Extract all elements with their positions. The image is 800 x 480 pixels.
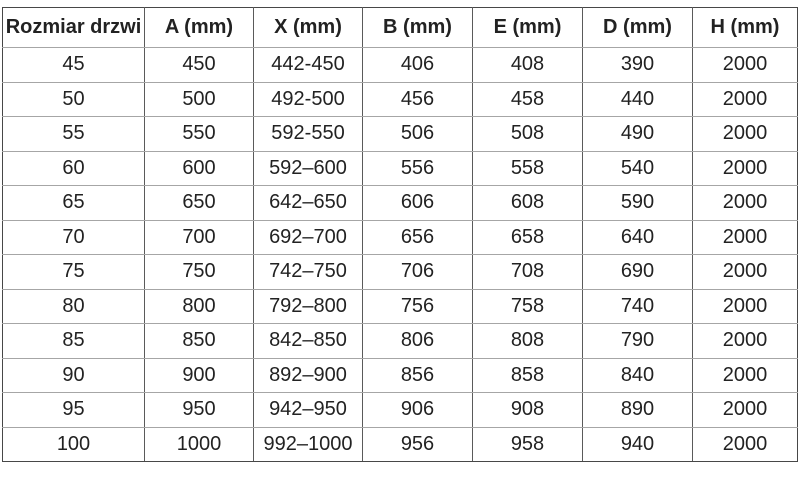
table-cell: 490 bbox=[583, 117, 693, 152]
table-cell: 75 bbox=[3, 255, 145, 290]
table-row bbox=[3, 393, 798, 428]
table-cell: 608 bbox=[473, 186, 583, 221]
column-header-b-mm: B (mm) bbox=[363, 8, 473, 48]
table-cell: 800 bbox=[145, 289, 254, 324]
table-cell: 790 bbox=[583, 324, 693, 359]
table-cell: 758 bbox=[473, 289, 583, 324]
table-cell: 856 bbox=[363, 358, 473, 393]
table-row bbox=[3, 117, 798, 152]
table-row bbox=[3, 255, 798, 290]
table-cell: 45 bbox=[3, 48, 145, 83]
table-cell: 65 bbox=[3, 186, 145, 221]
table-row bbox=[3, 358, 798, 393]
table-cell: 890 bbox=[583, 393, 693, 428]
table-cell: 550 bbox=[145, 117, 254, 152]
table-cell: 2000 bbox=[693, 255, 798, 290]
table-cell: 992–1000 bbox=[254, 427, 363, 462]
table-cell: 458 bbox=[473, 82, 583, 117]
table-cell: 70 bbox=[3, 220, 145, 255]
table-cell: 642–650 bbox=[254, 186, 363, 221]
table-row bbox=[3, 289, 798, 324]
table-cell: 592-550 bbox=[254, 117, 363, 152]
table-cell: 2000 bbox=[693, 117, 798, 152]
table-row bbox=[3, 427, 798, 462]
table-cell: 60 bbox=[3, 151, 145, 186]
table-cell: 656 bbox=[363, 220, 473, 255]
table-cell: 95 bbox=[3, 393, 145, 428]
column-header-d-mm: D (mm) bbox=[583, 8, 693, 48]
table-cell: 600 bbox=[145, 151, 254, 186]
table-cell: 408 bbox=[473, 48, 583, 83]
column-header-rozmiar-drzwi: Rozmiar drzwi bbox=[3, 8, 145, 48]
table-cell: 508 bbox=[473, 117, 583, 152]
table-row bbox=[3, 48, 798, 83]
table-cell: 606 bbox=[363, 186, 473, 221]
table-cell: 492-500 bbox=[254, 82, 363, 117]
table-cell: 442-450 bbox=[254, 48, 363, 83]
table-cell: 742–750 bbox=[254, 255, 363, 290]
table-cell: 80 bbox=[3, 289, 145, 324]
table-cell: 650 bbox=[145, 186, 254, 221]
table-cell: 842–850 bbox=[254, 324, 363, 359]
table-cell: 450 bbox=[145, 48, 254, 83]
table-cell: 806 bbox=[363, 324, 473, 359]
table-cell: 2000 bbox=[693, 220, 798, 255]
table-cell: 556 bbox=[363, 151, 473, 186]
column-header-e-mm: E (mm) bbox=[473, 8, 583, 48]
door-dimensions-table-container bbox=[2, 7, 798, 462]
table-cell: 906 bbox=[363, 393, 473, 428]
table-cell: 406 bbox=[363, 48, 473, 83]
table-cell: 440 bbox=[583, 82, 693, 117]
table-cell: 892–900 bbox=[254, 358, 363, 393]
table-cell: 558 bbox=[473, 151, 583, 186]
table-cell: 2000 bbox=[693, 186, 798, 221]
table-cell: 2000 bbox=[693, 393, 798, 428]
table-cell: 50 bbox=[3, 82, 145, 117]
table-cell: 956 bbox=[363, 427, 473, 462]
column-header-h-mm: H (mm) bbox=[693, 8, 798, 48]
table-cell: 2000 bbox=[693, 151, 798, 186]
table-cell: 958 bbox=[473, 427, 583, 462]
table-cell: 55 bbox=[3, 117, 145, 152]
column-header-x-mm: X (mm) bbox=[254, 8, 363, 48]
table-cell: 390 bbox=[583, 48, 693, 83]
table-cell: 2000 bbox=[693, 324, 798, 359]
table-cell: 942–950 bbox=[254, 393, 363, 428]
table-cell: 706 bbox=[363, 255, 473, 290]
door-dimensions-table bbox=[2, 7, 798, 462]
table-cell: 658 bbox=[473, 220, 583, 255]
table-row bbox=[3, 82, 798, 117]
table-cell: 808 bbox=[473, 324, 583, 359]
table-cell: 708 bbox=[473, 255, 583, 290]
table-cell: 690 bbox=[583, 255, 693, 290]
table-cell: 85 bbox=[3, 324, 145, 359]
table-cell: 740 bbox=[583, 289, 693, 324]
table-row bbox=[3, 220, 798, 255]
table-cell: 640 bbox=[583, 220, 693, 255]
table-cell: 858 bbox=[473, 358, 583, 393]
table-cell: 590 bbox=[583, 186, 693, 221]
table-cell: 950 bbox=[145, 393, 254, 428]
column-header-a-mm: A (mm) bbox=[145, 8, 254, 48]
table-cell: 456 bbox=[363, 82, 473, 117]
table-cell: 2000 bbox=[693, 358, 798, 393]
table-cell: 2000 bbox=[693, 48, 798, 83]
table-cell: 1000 bbox=[145, 427, 254, 462]
table-row bbox=[3, 151, 798, 186]
table-cell: 750 bbox=[145, 255, 254, 290]
table-cell: 500 bbox=[145, 82, 254, 117]
table-cell: 90 bbox=[3, 358, 145, 393]
table-cell: 692–700 bbox=[254, 220, 363, 255]
table-cell: 900 bbox=[145, 358, 254, 393]
table-cell: 506 bbox=[363, 117, 473, 152]
table-cell: 700 bbox=[145, 220, 254, 255]
table-cell: 2000 bbox=[693, 427, 798, 462]
table-cell: 540 bbox=[583, 151, 693, 186]
table-cell: 940 bbox=[583, 427, 693, 462]
table-cell: 592–600 bbox=[254, 151, 363, 186]
table-cell: 850 bbox=[145, 324, 254, 359]
table-row bbox=[3, 324, 798, 359]
table-cell: 756 bbox=[363, 289, 473, 324]
table-cell: 2000 bbox=[693, 82, 798, 117]
table-cell: 792–800 bbox=[254, 289, 363, 324]
table-row bbox=[3, 186, 798, 221]
table-cell: 840 bbox=[583, 358, 693, 393]
table-cell: 908 bbox=[473, 393, 583, 428]
table-cell: 2000 bbox=[693, 289, 798, 324]
table-cell: 100 bbox=[3, 427, 145, 462]
table-header-row bbox=[3, 8, 798, 48]
